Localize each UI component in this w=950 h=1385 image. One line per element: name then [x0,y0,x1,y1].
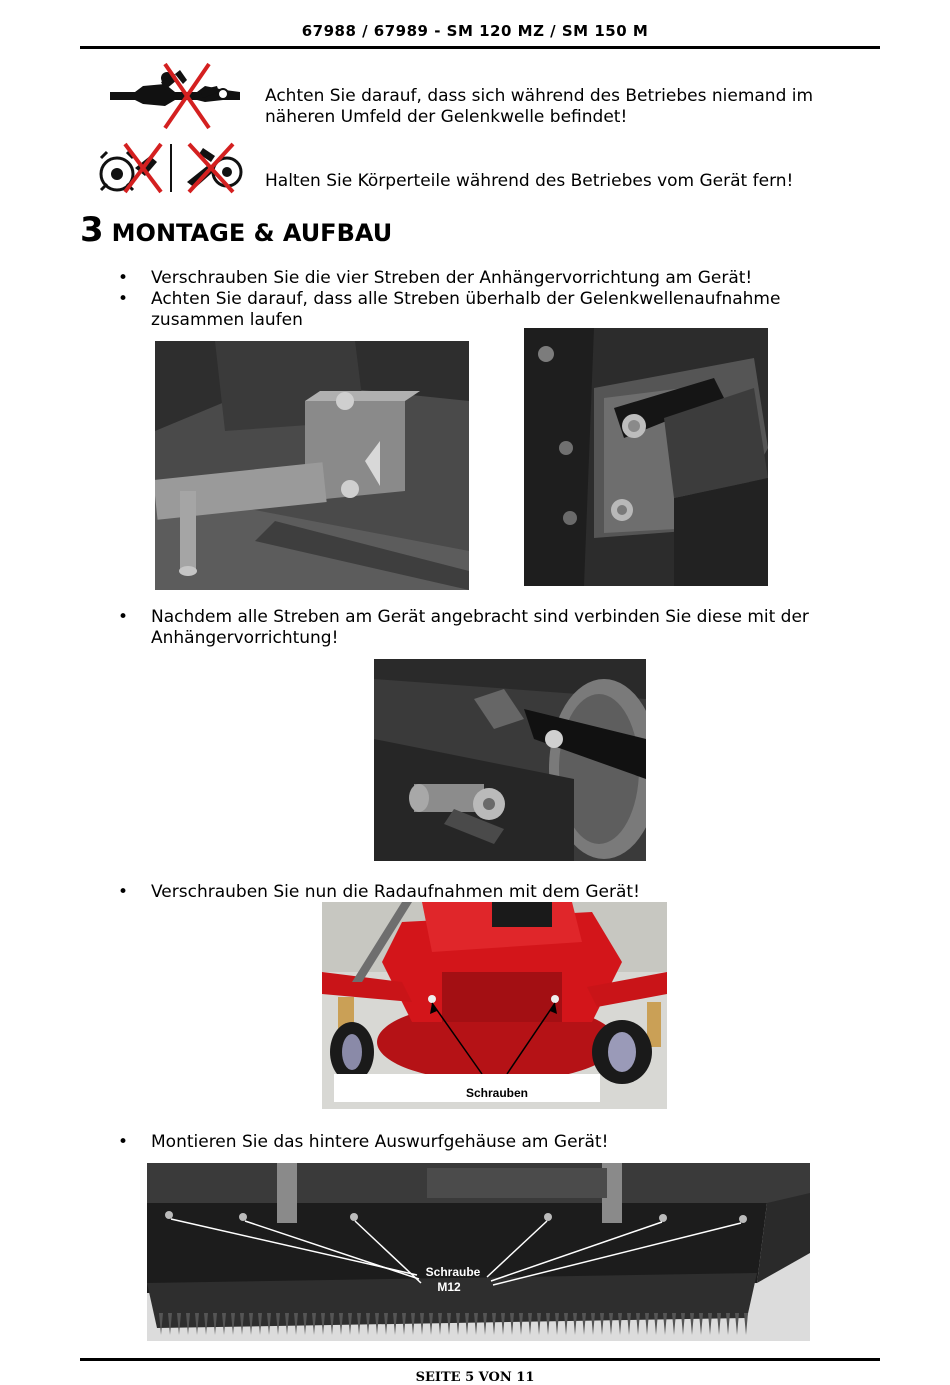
list-item: • Achten Sie darauf, dass alle Streben überhalb der Gelenkwellenaufnahme zusammen laufen [118,289,781,330]
strut-bracket-photo [155,341,469,590]
list-item: • Montieren Sie das hintere Auswurfgehäuse am Gerät! [118,1132,609,1152]
wheel-mount-photo [322,902,667,1109]
rear-housing-photo [147,1163,810,1341]
no-person-near-shaft-icon [105,62,247,130]
header-rule [80,46,880,49]
section-heading: MONTAGE & AUFBAU [111,219,393,247]
list-item: • Nachdem alle Streben am Gerät angebracht sind verbinden Sie diese mit der Anhängervorrichtung! [118,607,809,648]
hitch-connection-photo [374,659,646,861]
keep-body-parts-away-icon [95,138,247,196]
list-item: • Verschrauben Sie die vier Streben der Anhängervorrichtung am Gerät! [118,268,753,288]
warning-text-body-parts: Halten Sie Körperteile während des Betriebes vom Gerät fern! [265,171,794,191]
section-title [80,210,392,250]
housing-photo-label-line1: Schraube [425,1265,481,1279]
page-number: SEITE 5 VON 11 [415,1370,535,1385]
document-header-title: 67988 / 67989 - SM 120 MZ / SM 150 M [301,22,649,40]
section-number: 3 [80,210,104,250]
wheel-photo-label: Schrauben [465,1086,529,1100]
warning-text-shaft: Achten Sie darauf, dass sich während des Betriebes niemand im näheren Umfeld der Gelenkwelle befindet! [265,86,814,127]
footer-rule [80,1358,880,1361]
list-item: • Verschrauben Sie nun die Radaufnahmen mit dem Gerät! [118,882,640,902]
bolted-plate-photo [524,328,768,586]
housing-photo-label-line2: M12 [437,1280,461,1294]
